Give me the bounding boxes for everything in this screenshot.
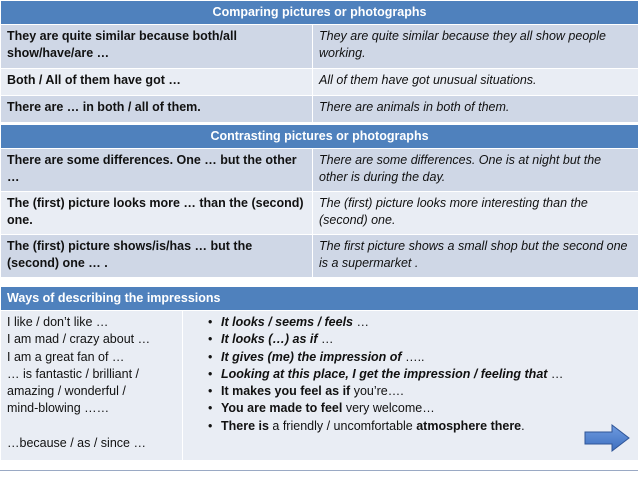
bullet-rest: ….. [401,349,425,364]
impressions-line: I am mad / crazy about … [7,332,151,347]
impressions-bullets [183,311,638,461]
impressions-title: Ways of describing the impressions [1,287,638,311]
divider [0,470,638,471]
bullet-strong: Looking at this place, I get the impression / feeling that [221,366,548,381]
impressions-line: mind-blowing …… [7,401,110,416]
comparing-phrase: There are … in both / all of them. [1,96,313,123]
bullet-rest: a friendly / uncomfortable [268,418,417,433]
contrasting-phrase: The (first) picture shows/is/has … but the (second) one … . [1,235,313,278]
comparing-title: Comparing pictures or photographs [1,1,638,25]
bullet-item [221,383,632,400]
bullet-item [221,314,632,331]
impressions-line: I am a great fan of … [7,349,125,364]
bullet-rest: you’re…. [350,384,404,399]
contrasting-example: The first picture shows a small shop but the second one is a supermarket . [313,235,638,278]
comparing-phrase: Both / All of them have got … [1,69,313,96]
bullet-strong: You are made to feel [221,401,343,416]
comparing-phrase: They are quite similar because both/all show/have/are … [1,25,313,69]
comparing-example: There are animals in both of them. [313,96,638,123]
impressions-phrases [1,311,183,461]
bullet-item [221,331,632,348]
bullet-item [221,400,632,417]
bullet-strong-2: atmosphere there [416,418,522,433]
impressions-table [0,286,638,461]
impressions-line [7,418,176,435]
bullet-strong: It looks / seems / feels [221,315,354,329]
impressions-line: … is fantastic / brilliant / [7,366,139,381]
bullet-rest: … [317,332,334,347]
bullet-strong: It looks (…) as if [221,332,318,347]
comparing-example: They are quite similar because they all show people working. [313,25,638,69]
contrasting-example: The (first) picture looks more interesting than the (second) one. [313,192,638,235]
impressions-line: I like / don’t like … [7,315,109,329]
impressions-line: …because / as / since … [7,436,146,451]
comparing-table [0,0,638,123]
contrasting-title: Contrasting pictures or photographs [1,125,638,149]
bullet-rest: … [547,366,564,381]
contrasting-phrase: The (first) picture looks more … than the (second) one. [1,192,313,235]
contrasting-table [0,124,638,278]
bullet-item [221,349,632,366]
bullet-rest: … [353,315,369,329]
contrasting-example: There are some differences. One is at night but the other is during the day. [313,149,638,192]
bullet-strong: There is [221,418,269,433]
bullet-item [221,418,632,435]
comparing-example: All of them have got unusual situations. [313,69,638,96]
bullet-rest: very welcome… [342,401,435,416]
bullet-strong: It makes you feel as if [221,384,351,399]
contrasting-phrase: There are some differences. One … but the other … [1,149,313,192]
right-arrow-icon[interactable] [584,424,630,452]
impressions-line: amazing / wonderful / [7,384,126,399]
bullet-item [221,366,632,383]
bullet-strong: It gives (me) the impression of [221,349,402,364]
bullet-rest-2: . [521,418,525,433]
